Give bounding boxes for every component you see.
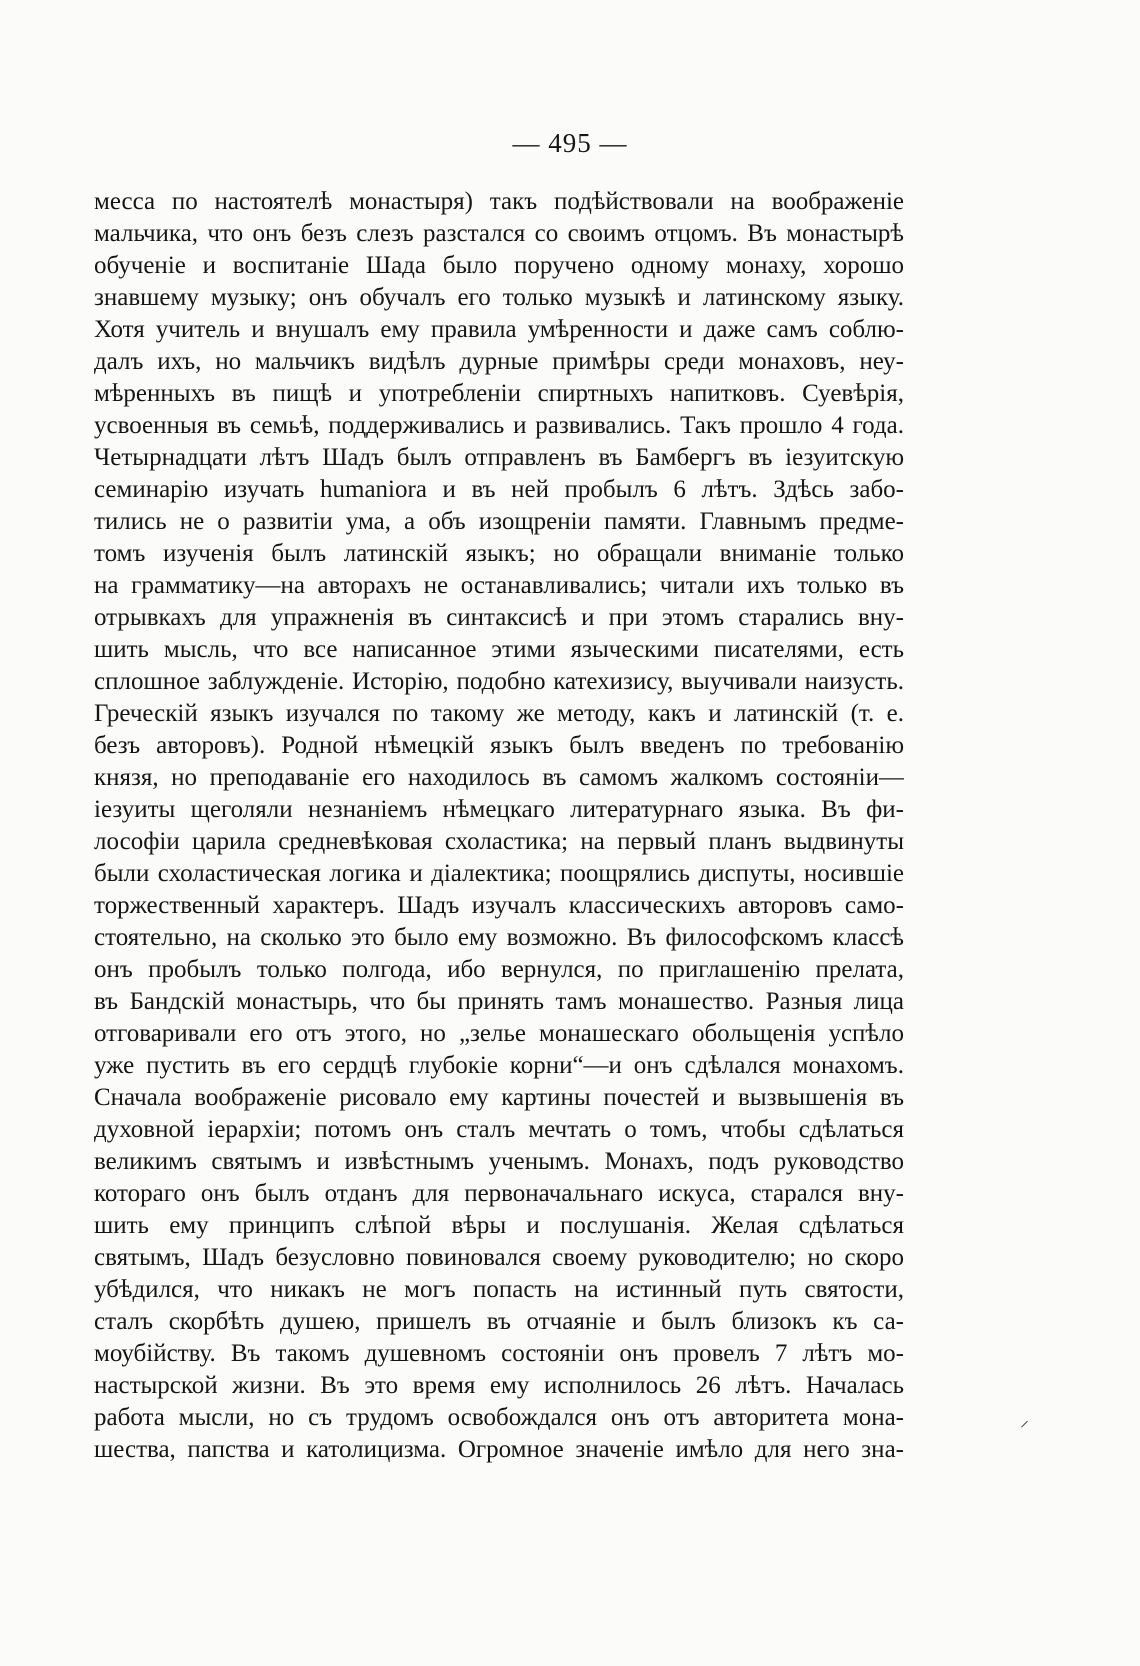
text-line: Греческій языкъ изучался по такому же методу, какъ и латинскій (т. е. — [94, 700, 904, 727]
text-line: уже пустить въ его сердцѣ глубокіе корни“—и онъ сдѣлался монахомъ. — [94, 1052, 904, 1079]
text-line: настырской жизни. Въ это время ему исполнилось 26 лѣтъ. Началась — [94, 1372, 904, 1399]
text-line: убѣдился, что никакъ не могъ попасть на истинный путь святости, — [94, 1276, 904, 1303]
scan-mark: ⸝ — [1020, 1410, 1029, 1430]
text-line: лософіи царила средневѣковая схоластика; на первый планъ выдвинуты — [94, 828, 904, 855]
text-line: сталъ скорбѣть душею, пришелъ въ отчаяніе и былъ близокъ къ са- — [94, 1308, 904, 1335]
text-line: князя, но преподаваніе его находилось въ самомъ жалкомъ состояніи— — [94, 764, 904, 791]
text-line: усвоенныя въ семьѣ, поддерживались и развивались. Такъ прошло 4 года. — [94, 412, 904, 439]
text-line: томъ изученія былъ латинскій языкъ; но обращали вниманіе только — [94, 540, 904, 567]
text-line: обученіе и воспитаніе Шада было поручено одному монаху, хорошо — [94, 252, 904, 279]
text-line: шить мысль, что все написанное этими языческими писателями, есть — [94, 636, 904, 663]
text-line: работа мысли, но съ трудомъ освобождался онъ отъ авторитета мона- — [94, 1404, 904, 1431]
text-line: безъ авторовъ). Родной нѣмецкій языкъ былъ введенъ по требованію — [94, 732, 904, 759]
text-line: мѣренныхъ въ пищѣ и употребленіи спиртныхъ напитковъ. Суевѣрія, — [94, 380, 904, 407]
text-line: сплошное заблужденіе. Исторію, подобно катехизису, выучивали наизусть. — [94, 668, 904, 695]
text-line: великимъ святымъ и извѣстнымъ ученымъ. Монахъ, подъ руководство — [94, 1148, 904, 1175]
page-number: — 495 — — [512, 128, 628, 158]
text-line: онъ пробылъ только полгода, ибо вернулся, по приглашенію прелата, — [94, 956, 904, 983]
text-line: духовной іерархіи; потомъ онъ сталъ мечтать о томъ, чтобы сдѣлаться — [94, 1116, 904, 1143]
text-line: отрывкахъ для упражненія въ синтаксисѣ и при этомъ старались вну- — [94, 604, 904, 631]
text-line: стоятельно, на сколько это было ему возможно. Въ философскомъ классѣ — [94, 924, 904, 951]
text-line: мальчика, что онъ безъ слезъ разстался со своимъ отцомъ. Въ монастырѣ — [94, 220, 904, 247]
text-line: моубійству. Въ такомъ душевномъ состояніи онъ провелъ 7 лѣтъ мо- — [94, 1340, 904, 1367]
text-line: тились не о развитіи ума, а объ изощреніи памяти. Главнымъ предме- — [94, 508, 904, 535]
text-line: Четырнадцати лѣтъ Шадъ былъ отправленъ въ Бамбергъ въ іезуитскую — [94, 444, 904, 471]
text-line: іезуиты щеголяли незнаніемъ нѣмецкаго литературнаго языка. Въ фи- — [94, 796, 904, 823]
text-line: семинарію изучать humaniora и въ ней пробылъ 6 лѣтъ. Здѣсь забо- — [94, 476, 904, 503]
text-line: шества, папства и католицизма. Огромное значеніе имѣло для него зна- — [94, 1436, 904, 1463]
text-line: котораго онъ былъ отданъ для первоначальнаго искуса, старался вну- — [94, 1180, 904, 1207]
text-line: месса по настоятелѣ монастыря) такъ подѣйствовали на воображеніе — [94, 188, 904, 215]
text-line: знавшему музыку; онъ обучалъ его только музыкѣ и латинскому языку. — [94, 284, 904, 311]
text-line: Хотя учитель и внушалъ ему правила умѣренности и даже самъ соблю- — [94, 316, 904, 343]
text-line: далъ ихъ, но мальчикъ видѣлъ дурные примѣры среди монаховъ, неу- — [94, 348, 904, 375]
text-line: святымъ, Шадъ безусловно повиновался своему руководителю; но скоро — [94, 1244, 904, 1271]
text-line: отговаривали его отъ этого, но „зелье монашескаго обольщенія успѣло — [94, 1020, 904, 1047]
text-line: шить ему принципъ слѣпой вѣры и послушанія. Желая сдѣлаться — [94, 1212, 904, 1239]
text-line: на грамматику—на авторахъ не останавливались; читали ихъ только въ — [94, 572, 904, 599]
text-line: торжественный характеръ. Шадъ изучалъ классическихъ авторовъ само- — [94, 892, 904, 919]
text-line: Сначала воображеніе рисовало ему картины почестей и вызвышенія въ — [94, 1084, 904, 1111]
text-line: были схоластическая логика и діалектика; поощрялись диспуты, носившіе — [94, 860, 904, 887]
text-line: въ Бандскій монастырь, что бы принять тамъ монашество. Разныя лица — [94, 988, 904, 1015]
body-text — [94, 186, 904, 1466]
